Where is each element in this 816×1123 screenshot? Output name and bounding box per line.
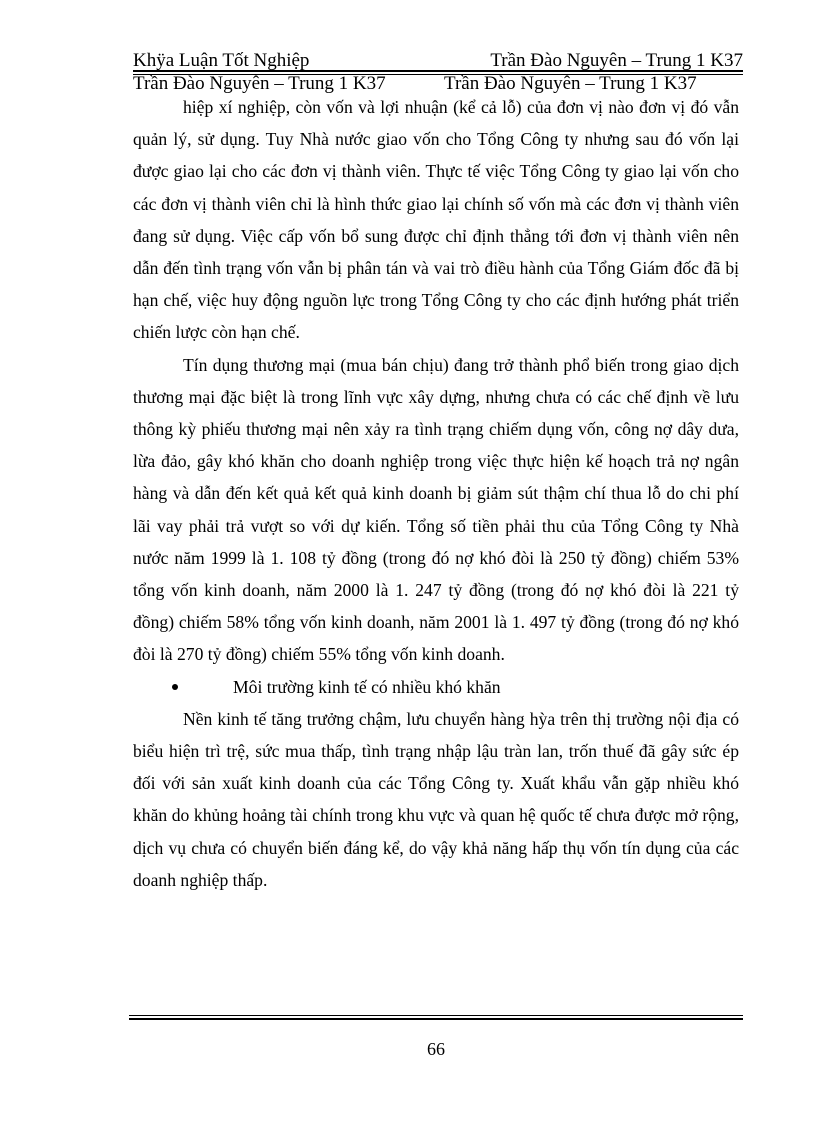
footer-rule-thick [129,1018,743,1020]
document-body [133,91,739,896]
paragraph-continued: hiệp xí nghiệp, còn vốn và lợi nhuận (kể cả lỗ) của đơn vị nào đơn vị đó vẫn quản lý, sử dụng. Tuy Nhà nước giao vốn cho Tổng Công ty nhưng sau đó vốn lại được giao lại cho các đơn vị thành viên. Thực tế việc Tổng Công ty giao lại vốn cho các đơn vị thành viên chỉ là hình thức giao lại chính số vốn mà các đơn vị thành viên đang sử dụng. Việc cấp vốn bổ sung được chỉ định thẳng tới đơn vị thành viên nên dẫn đến tình trạng vốn vẫn bị phân tán và vai trò điều hành của Tổng Giám đốc đã bị hạn chế, việc huy động nguồn lực trong Tổng Công ty cho các định hướng phát triển chiến lược còn hạn chế. [133,97,739,343]
page-footer [129,1015,743,1020]
bullet-item-text: Môi trường kinh tế có nhiều khó khăn [233,676,501,697]
bullet-dot-icon [172,684,178,690]
header-author: Trần Đào Nguyên – Trung 1 K37 [490,50,743,71]
paragraph-economy: Nền kinh tế tăng trưởng chậm, lưu chuyển hàng hỳa trên thị trường nội địa có biểu hiện trì trệ, sức mua thấp, tình trạng nhập lậu tràn lan, trốn thuế đã gây sức ép đối với sản xuất kinh doanh của các Tổng Công ty. Xuất khẩu vẫn gặp nhiều khó khăn do khủng hoảng tài chính trong khu vực và quan hệ quốc tế chưa được mở rộng, dịch vụ chưa có chuyển biến đáng kể, do vậy khả năng hấp thụ vốn tín dụng của các doanh nghiệp thấp. [133,708,739,890]
header-thesis-title: Khÿa Luận Tốt Nghiệp [133,50,310,71]
footer-rule-thin [129,1015,743,1016]
page-header [133,47,743,93]
paragraph-trade-credit: Tín dụng thương mại (mua bán chịu) đang trở thành phổ biến trong giao dịch thương mại đặc biệt là trong lĩnh vực xây dựng, nhưng chưa có các chế định về lưu thông kỳ phiếu thương mại nên xảy ra tình trạng chiếm dụng vốn, công nợ dây dưa, lừa đảo, gây khó khăn cho doanh nghiệp trong việc thực hiện kế hoạch trả nợ ngân hàng và dẫn đến kết quả kết quả kinh doanh bị giảm sút thậm chí thua lỗ do chi phí lãi vay phải trả vượt so với dự kiến. Tổng số tiền phải thu của Tổng Công ty Nhà nước năm 1999 là 1. 108 tỷ đồng (trong đó nợ khó đòi là 250 tỷ đồng) chiếm 53% tổng vốn kinh doanh, năm 2000 là 1. 247 tỷ đồng (trong đó nợ khó đòi là 221 tỷ đồng) chiếm 58% tổng vốn kinh doanh, năm 2001 là 1. 497 tỷ đồng (trong đó nợ khó đòi là 270 tỷ đồng) chiếm 55% tổng vốn kinh doanh. [133,354,739,665]
header-rule-thick [133,70,743,72]
header-sub-author-left: Trần Đào Nguyên – Trung 1 K37 [133,73,386,94]
header-sub-author-right: Trần Đào Nguyên – Trung 1 K37 [444,73,697,94]
bullet-item [133,671,739,703]
page-number: 66 [427,1039,445,1059]
